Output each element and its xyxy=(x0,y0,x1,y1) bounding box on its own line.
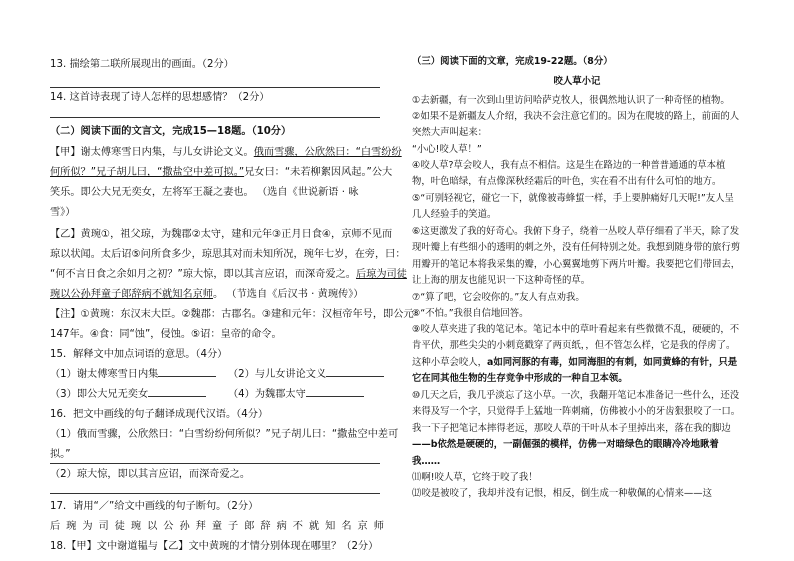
question-16: 16．把文中画线的句子翻译成现代汉语。（4分） xyxy=(50,409,269,420)
paragraph-3: “小心!咬人草！” xyxy=(412,144,482,155)
answer-blank[interactable] xyxy=(306,385,364,397)
question-15: 15．解释文中加点词语的意思。（4分） xyxy=(50,349,228,360)
answer-blank[interactable] xyxy=(158,365,216,377)
q15-item-1: （1）谢太傅寒雪日内集 xyxy=(50,364,216,387)
answer-blank[interactable] xyxy=(326,365,384,377)
paragraph-12-text: ⑿咬是被咬了，我却并没有记恨，相反，倒生成一种敬佩的心情来——这 xyxy=(412,488,713,499)
answer-line[interactable] xyxy=(50,117,380,118)
passage-b-text: “何不言日食之余如月之初？”琼大惊，即以其言应诏，而深奇爱之。 xyxy=(50,269,356,280)
paragraph-9 xyxy=(412,322,742,388)
passage-b-source: 。 （节选自《后汉书 · 黄琬传》） xyxy=(213,289,364,300)
q17-sentence: 后琬为司徒琬以公孙拜童子郎辞病不就知名京师 xyxy=(50,521,390,532)
paragraph-8: ⑧“不怕。”我很自信地回答。 xyxy=(412,308,529,319)
q16-item-1-cont: 拟。” xyxy=(50,449,71,460)
paragraph-4: ④咬人草?草会咬人，我有点不相信。这是生在路边的一种普普通通的草本植物，叶色暗绿，有点像深秋经霜后的叶色，实在看不出有什么可怕的地方。 xyxy=(412,160,726,188)
bold-sentence-a: a如同河豚的有毒，如同海胆的有刺，如同黄蜂的有针，只是它在同其他生物的生存竞争中形成的一种自卫本领。 xyxy=(412,356,738,385)
paragraph-12 xyxy=(412,486,742,502)
passage-a-text: 兄女曰：“未若柳絮因风起。”公大 xyxy=(244,167,393,178)
question-14: 14. 这首诗表现了诗人怎样的思想感情？（2分） xyxy=(50,92,270,103)
q15-item-2: （2）与儿女讲论文义 xyxy=(228,364,384,387)
answer-line[interactable] xyxy=(50,493,380,494)
passage-b-line-2: 琼以状闻。太后诏⑤问所食多少，琼思其对而未知所况，琬年七岁，在旁，曰： xyxy=(50,249,406,260)
paragraph-7: ⑦“算了吧，它会咬你的。”友人有点劝我。 xyxy=(412,292,585,303)
underlined-sentence: 琬以公孙拜童子郎辞病不就知名京师 xyxy=(50,289,213,300)
q15-item-3: （3）即公大兄无奕女 xyxy=(50,384,206,407)
underlined-sentence: 后琼为司徒 xyxy=(356,269,407,280)
passage-a-text: 【甲】谢太傅寒雪日内集，与儿女讲论文义。 xyxy=(50,147,254,158)
paragraph-10-text: ⑩几天之后，我几乎淡忘了这小草。一次，我翻开笔记本准备记一些什么，还没来得及写一个字，只觉得手上猛地一阵刺痛，仿佛被小小的牙齿狠狠咬了一口。我一下子把笔记本摔得老远，那咬人草的干叶从本子里掉出来，落在我的脚边 xyxy=(412,390,741,434)
q15-item-4: （4）为魏郡太守 xyxy=(228,384,364,407)
underlined-sentence: 俄而雪骤，公欣然曰：“白雪纷纷 xyxy=(253,147,402,158)
article-title: 咬人草小记 xyxy=(553,76,601,87)
paragraph-2: ②如果不是新疆友人介绍，我决不会注意它们的。因为在爬坡的路上，前面的人突然大声叫起来： xyxy=(412,111,740,139)
q16-item-1: （1）俄而雪骤，公欣然曰：“白雪纷纷何所似？”兄子胡儿曰：“撒盐空中差可 xyxy=(50,429,399,440)
question-17: 17．请用“／”给文中画线的句子断句。（2分） xyxy=(50,501,259,512)
paragraph-10-text: ——b依然是硬硬的，一副倔强的模样，仿佛一对暗绿色的眼睛冷冷地瞅着我…… xyxy=(412,439,719,467)
passage-b-line-1: 【乙】黄琬①，祖父琼，为魏郡②太守，建和元年③正月日食④，京师不见而 xyxy=(50,229,393,240)
passage-a-line-4: 雪》） xyxy=(50,207,76,218)
note-line-2: 147年。④食：同“蚀”，侵蚀。⑤诏：皇帝的命令。 xyxy=(50,329,282,340)
paragraph-10 xyxy=(412,388,742,470)
paragraph-11 xyxy=(412,470,742,486)
underlined-sentence: 何所似？”兄子胡儿曰，“撒盐空中差可拟。” xyxy=(50,167,245,178)
q16-item-2: （2）琼大惊，即以其言应诏，而深奇爱之。 xyxy=(50,469,251,480)
passage-a-line-3: 笑乐。即公大兄无奕女，左将军王凝之妻也。 （选自《世说新语 · 咏 xyxy=(50,187,359,198)
section-3-title: （三）阅读下面的文章，完成19-22题。（8分） xyxy=(412,56,613,67)
question-13: 13. 揣绘第二联所展现出的画面。（2分） xyxy=(50,59,234,70)
section-2-title: （二）阅读下面的文言文，完成15—18题。（10分） xyxy=(50,126,292,137)
answer-blank[interactable] xyxy=(148,385,206,397)
note-line-1: 【注】①黄琬：东汉末大臣。②魏郡：古郡名。③建和元年：汉桓帝年号，即公元 xyxy=(50,309,414,320)
paragraph-11-text: ⑾啊!咬人草，它终于咬了我！ xyxy=(412,472,538,483)
paragraph-5: ⑤“可别轻视它，碰它一下，就像被毒蜂蜇一样，手上要肿痛好几天呢!”友人呈几人经验手的笑道。 xyxy=(412,193,734,221)
paragraph-6: ⑥这更激发了我的好奇心。我俯下身子，绕着一丛咬人草仔细看了半天，除了发现叶瓣上有些细小的透明的刺之外，没有任何特别之处。我想到随身带的旅行剪用瓣开的笔记本将我采集的瓣，小心翼翼地剪下两片叶瓣。我要把它们带回去，让上海的朋友也能见识一下这种奇怪的草。 xyxy=(412,226,741,287)
paragraph-1: ①去新疆，有一次到山里访问哈萨克牧人，很偶然地认识了一种奇怪的植物。 xyxy=(412,95,730,106)
paragraph-9-text: ⑨咬人草夹进了我的笔记本。笔记本中的草叶看起来有些微微不乱，硬硬的，不肯平伏，那些尖尖的小刺竟戳穿了两页纸，，但不管怎么样，它是我的俘虏了。这种小草会咬人， xyxy=(412,324,740,368)
question-18: 18.【甲】文中谢道韫与【乙】文中黄琬的才情分别体现在哪里？（2分） xyxy=(50,541,379,552)
